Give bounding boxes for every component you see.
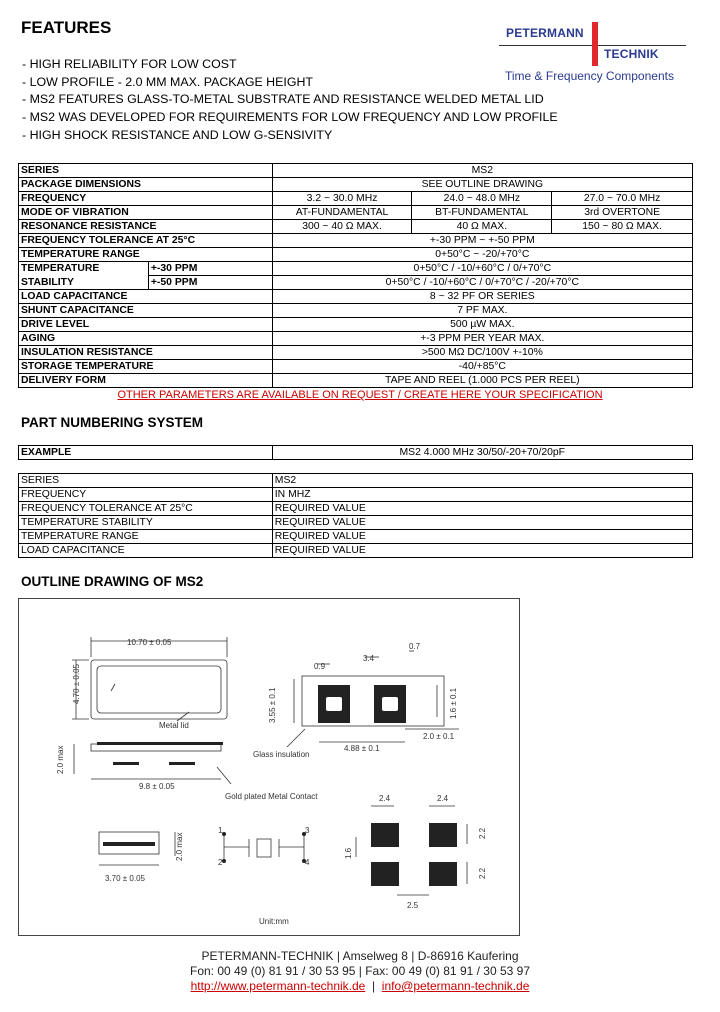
spec-value: >500 MΩ DC/100V +-10% bbox=[272, 346, 692, 360]
spec-value: BT-FUNDAMENTAL bbox=[412, 206, 552, 220]
spec-value: 500 µW MAX. bbox=[272, 318, 692, 332]
example-value: MS2 4.000 MHz 30/50/-20+70/20pF bbox=[272, 446, 692, 460]
spec-value: 0+50°C ~ -20/+70°C bbox=[272, 248, 692, 262]
feature-item: - HIGH SHOCK RESISTANCE AND LOW G-SENSIVITY bbox=[22, 127, 333, 142]
other-parameters-link[interactable]: OTHER PARAMETERS ARE AVAILABLE ON REQUEST / CREATE HERE YOUR SPECIFICATION bbox=[117, 389, 603, 401]
spec-value: 3rd OVERTONE bbox=[552, 206, 693, 220]
dim-label: 3.4 bbox=[363, 654, 375, 663]
land-pad bbox=[371, 823, 399, 847]
spec-label: FREQUENCY bbox=[19, 192, 273, 206]
spec-sublabel: +-50 PPM bbox=[148, 276, 272, 290]
spec-label: TEMPERATURE RANGE bbox=[19, 248, 273, 262]
spec-label: DELIVERY FORM bbox=[19, 374, 273, 388]
land-pad bbox=[371, 862, 399, 886]
spec-value: 7 PF MAX. bbox=[272, 304, 692, 318]
footer-phone: Fon: 00 49 (0) 81 91 / 30 53 95 | Fax: 00 49 (0) 81 91 / 30 53 97 bbox=[189, 964, 530, 978]
spec-label: MODE OF VIBRATION bbox=[19, 206, 273, 220]
spec-label: PACKAGE DIMENSIONS bbox=[19, 178, 273, 192]
spec-value: 24.0 ~ 48.0 MHz bbox=[412, 192, 552, 206]
spec-label: AGING bbox=[19, 332, 273, 346]
table-row bbox=[19, 446, 693, 460]
note-label: Glass insulation bbox=[253, 750, 310, 759]
specification-table bbox=[18, 163, 693, 388]
dim-label: 2.4 bbox=[437, 794, 449, 803]
pn-value: REQUIRED VALUE bbox=[272, 530, 692, 544]
dim-label: 1.6 ± 0.1 bbox=[449, 687, 458, 719]
small-side-band bbox=[103, 842, 155, 846]
logo-red-bar bbox=[592, 22, 598, 66]
note-label: Metal lid bbox=[159, 721, 189, 730]
spec-value: AT-FUNDAMENTAL bbox=[272, 206, 412, 220]
dim-label: 0.7 bbox=[409, 642, 421, 651]
table-row bbox=[19, 192, 693, 206]
footer-links bbox=[0, 979, 720, 994]
spec-label: FREQUENCY TOLERANCE AT 25°C bbox=[19, 234, 273, 248]
dim-label: 4.88 ± 0.1 bbox=[344, 744, 380, 753]
schematic-pin bbox=[222, 859, 226, 863]
pin-label: 1 bbox=[218, 826, 223, 835]
table-row bbox=[19, 502, 693, 516]
logo-tagline: Time & Frequency Components bbox=[505, 69, 674, 83]
footprint-glass-right bbox=[382, 697, 398, 711]
feature-item: - HIGH RELIABILITY FOR LOW COST bbox=[22, 57, 237, 71]
table-row bbox=[19, 234, 693, 248]
schematic-crystal bbox=[257, 839, 271, 857]
spec-value: +-30 PPM ~ +-50 PPM bbox=[272, 234, 692, 248]
pn-label: SERIES bbox=[19, 474, 273, 488]
schematic-pin bbox=[222, 832, 226, 836]
part-numbering-table bbox=[18, 473, 693, 558]
outline-drawing-frame bbox=[18, 598, 520, 936]
pin-label: 2 bbox=[218, 858, 223, 867]
table-row bbox=[19, 304, 693, 318]
spec-label: RESONANCE RESISTANCE bbox=[19, 220, 273, 234]
dim-label: 4.70 ± 0.05 bbox=[72, 664, 81, 704]
spec-value: 0+50°C / -10/+60°C / 0/+70°C bbox=[272, 262, 692, 276]
dim-label: 2.0 ± 0.1 bbox=[423, 732, 455, 741]
pn-value: REQUIRED VALUE bbox=[272, 516, 692, 530]
spec-value: MS2 bbox=[272, 164, 692, 178]
dim-label: 10.70 ± 0.05 bbox=[127, 638, 172, 647]
feature-item: - MS2 WAS DEVELOPED FOR REQUIREMENTS FOR LOW FREQUENCY AND LOW PROFILE bbox=[22, 110, 558, 125]
metal-lid-side bbox=[97, 742, 223, 745]
feature-list bbox=[22, 56, 558, 145]
spec-label: LOAD CAPACITANCE bbox=[19, 290, 273, 304]
table-row bbox=[19, 374, 693, 388]
dim-label: 9.8 ± 0.05 bbox=[139, 782, 175, 791]
table-row bbox=[19, 474, 693, 488]
table-row bbox=[19, 530, 693, 544]
pn-label: FREQUENCY bbox=[19, 488, 273, 502]
feature-item: - LOW PROFILE - 2.0 MM MAX. PACKAGE HEIGHT bbox=[22, 74, 313, 89]
outline-drawing bbox=[19, 599, 519, 935]
spec-value: 150 ~ 80 Ω MAX. bbox=[552, 220, 693, 234]
spec-label: INSULATION RESISTANCE bbox=[19, 346, 273, 360]
spec-value: 27.0 ~ 70.0 MHz bbox=[552, 192, 693, 206]
pn-label: TEMPERATURE RANGE bbox=[19, 530, 273, 544]
spec-value: 40 Ω MAX. bbox=[412, 220, 552, 234]
dim-label: 2.5 bbox=[407, 901, 419, 910]
email-link[interactable]: info@petermann-technik.de bbox=[381, 979, 530, 993]
package-lid-outline bbox=[97, 666, 221, 713]
outline-title: OUTLINE DRAWING OF MS2 bbox=[21, 574, 204, 589]
footprint-glass-left bbox=[326, 697, 342, 711]
website-link[interactable]: http://www.petermann-technik.de bbox=[190, 979, 366, 993]
spec-label: STORAGE TEMPERATURE bbox=[19, 360, 273, 374]
spec-value: +-3 PPM PER YEAR MAX. bbox=[272, 332, 692, 346]
pn-value: REQUIRED VALUE bbox=[272, 544, 692, 558]
dim-label: 0.9 bbox=[314, 662, 326, 671]
table-row bbox=[19, 318, 693, 332]
logo-word-petermann: PETERMANN bbox=[506, 26, 584, 40]
dim-label: 2.2 bbox=[478, 827, 487, 839]
leader-line bbox=[287, 729, 305, 747]
table-row bbox=[19, 544, 693, 558]
example-label: EXAMPLE bbox=[19, 446, 273, 460]
dim-label: 1.6 bbox=[344, 847, 353, 859]
spec-value: -40/+85°C bbox=[272, 360, 692, 374]
table-row bbox=[19, 206, 693, 220]
unit-label: Unit:mm bbox=[259, 917, 289, 926]
dim-label: 2.4 bbox=[379, 794, 391, 803]
table-row bbox=[19, 276, 693, 290]
table-row bbox=[19, 346, 693, 360]
table-row bbox=[19, 262, 693, 276]
pn-label: FREQUENCY TOLERANCE AT 25°C bbox=[19, 502, 273, 516]
table-row bbox=[19, 164, 693, 178]
spec-value: 300 ~ 40 Ω MAX. bbox=[272, 220, 412, 234]
leader-line bbox=[217, 767, 231, 784]
table-row bbox=[19, 178, 693, 192]
table-row bbox=[19, 488, 693, 502]
pin-label: 4 bbox=[305, 858, 310, 867]
page-title: FEATURES bbox=[21, 18, 112, 37]
table-row bbox=[19, 220, 693, 234]
table-row bbox=[19, 516, 693, 530]
pn-value: MS2 bbox=[272, 474, 692, 488]
example-table bbox=[18, 445, 693, 460]
dim-label: 3.55 ± 0.1 bbox=[268, 687, 277, 723]
pn-value: REQUIRED VALUE bbox=[272, 502, 692, 516]
part-numbering-title: PART NUMBERING SYSTEM bbox=[21, 415, 204, 430]
dim-label: 2.2 bbox=[478, 867, 487, 879]
land-pad bbox=[429, 862, 457, 886]
spec-label: SHUNT CAPACITANCE bbox=[19, 304, 273, 318]
logo-word-technik: TECHNIK bbox=[604, 47, 659, 61]
table-row bbox=[19, 248, 693, 262]
dim-label: 2.0 max bbox=[175, 832, 184, 861]
feature-item: - MS2 FEATURES GLASS-TO-METAL SUBSTRATE AND RESISTANCE WELDED METAL LID bbox=[22, 92, 544, 107]
spec-value: TAPE AND REEL (1.000 PCS PER REEL) bbox=[272, 374, 692, 388]
pn-value: IN MHZ bbox=[272, 488, 692, 502]
spec-label: TEMPERATURE bbox=[19, 262, 149, 276]
table-row bbox=[19, 360, 693, 374]
spec-value: 3.2 ~ 30.0 MHz bbox=[272, 192, 412, 206]
land-pad bbox=[429, 823, 457, 847]
spec-value: 8 ~ 32 PF OR SERIES bbox=[272, 290, 692, 304]
spec-sublabel: +-30 PPM bbox=[148, 262, 272, 276]
pn-label: LOAD CAPACITANCE bbox=[19, 544, 273, 558]
gold-contact bbox=[169, 762, 195, 765]
footer-address: PETERMANN-TECHNIK | Amselweg 8 | D-86916 Kaufering bbox=[201, 949, 519, 963]
gold-contact bbox=[113, 762, 139, 765]
spec-value: SEE OUTLINE DRAWING bbox=[272, 178, 692, 192]
spec-label: DRIVE LEVEL bbox=[19, 318, 273, 332]
dim-label: 2.0 max bbox=[56, 745, 65, 774]
pin-label: 3 bbox=[305, 826, 310, 835]
spec-label: STABILITY bbox=[19, 276, 149, 290]
note-label: Gold plated Metal Contact bbox=[225, 792, 318, 801]
table-row bbox=[19, 332, 693, 346]
package-side-outline bbox=[91, 744, 221, 751]
spec-label: SERIES bbox=[19, 164, 273, 178]
lid-mark bbox=[111, 684, 115, 691]
table-row bbox=[19, 290, 693, 304]
footer-separator: | bbox=[365, 979, 382, 993]
dim-label: 3.70 ± 0.05 bbox=[105, 874, 145, 883]
spec-value: 0+50°C / -10/+60°C / 0/+70°C / -20/+70°C bbox=[272, 276, 692, 290]
pn-label: TEMPERATURE STABILITY bbox=[19, 516, 273, 530]
